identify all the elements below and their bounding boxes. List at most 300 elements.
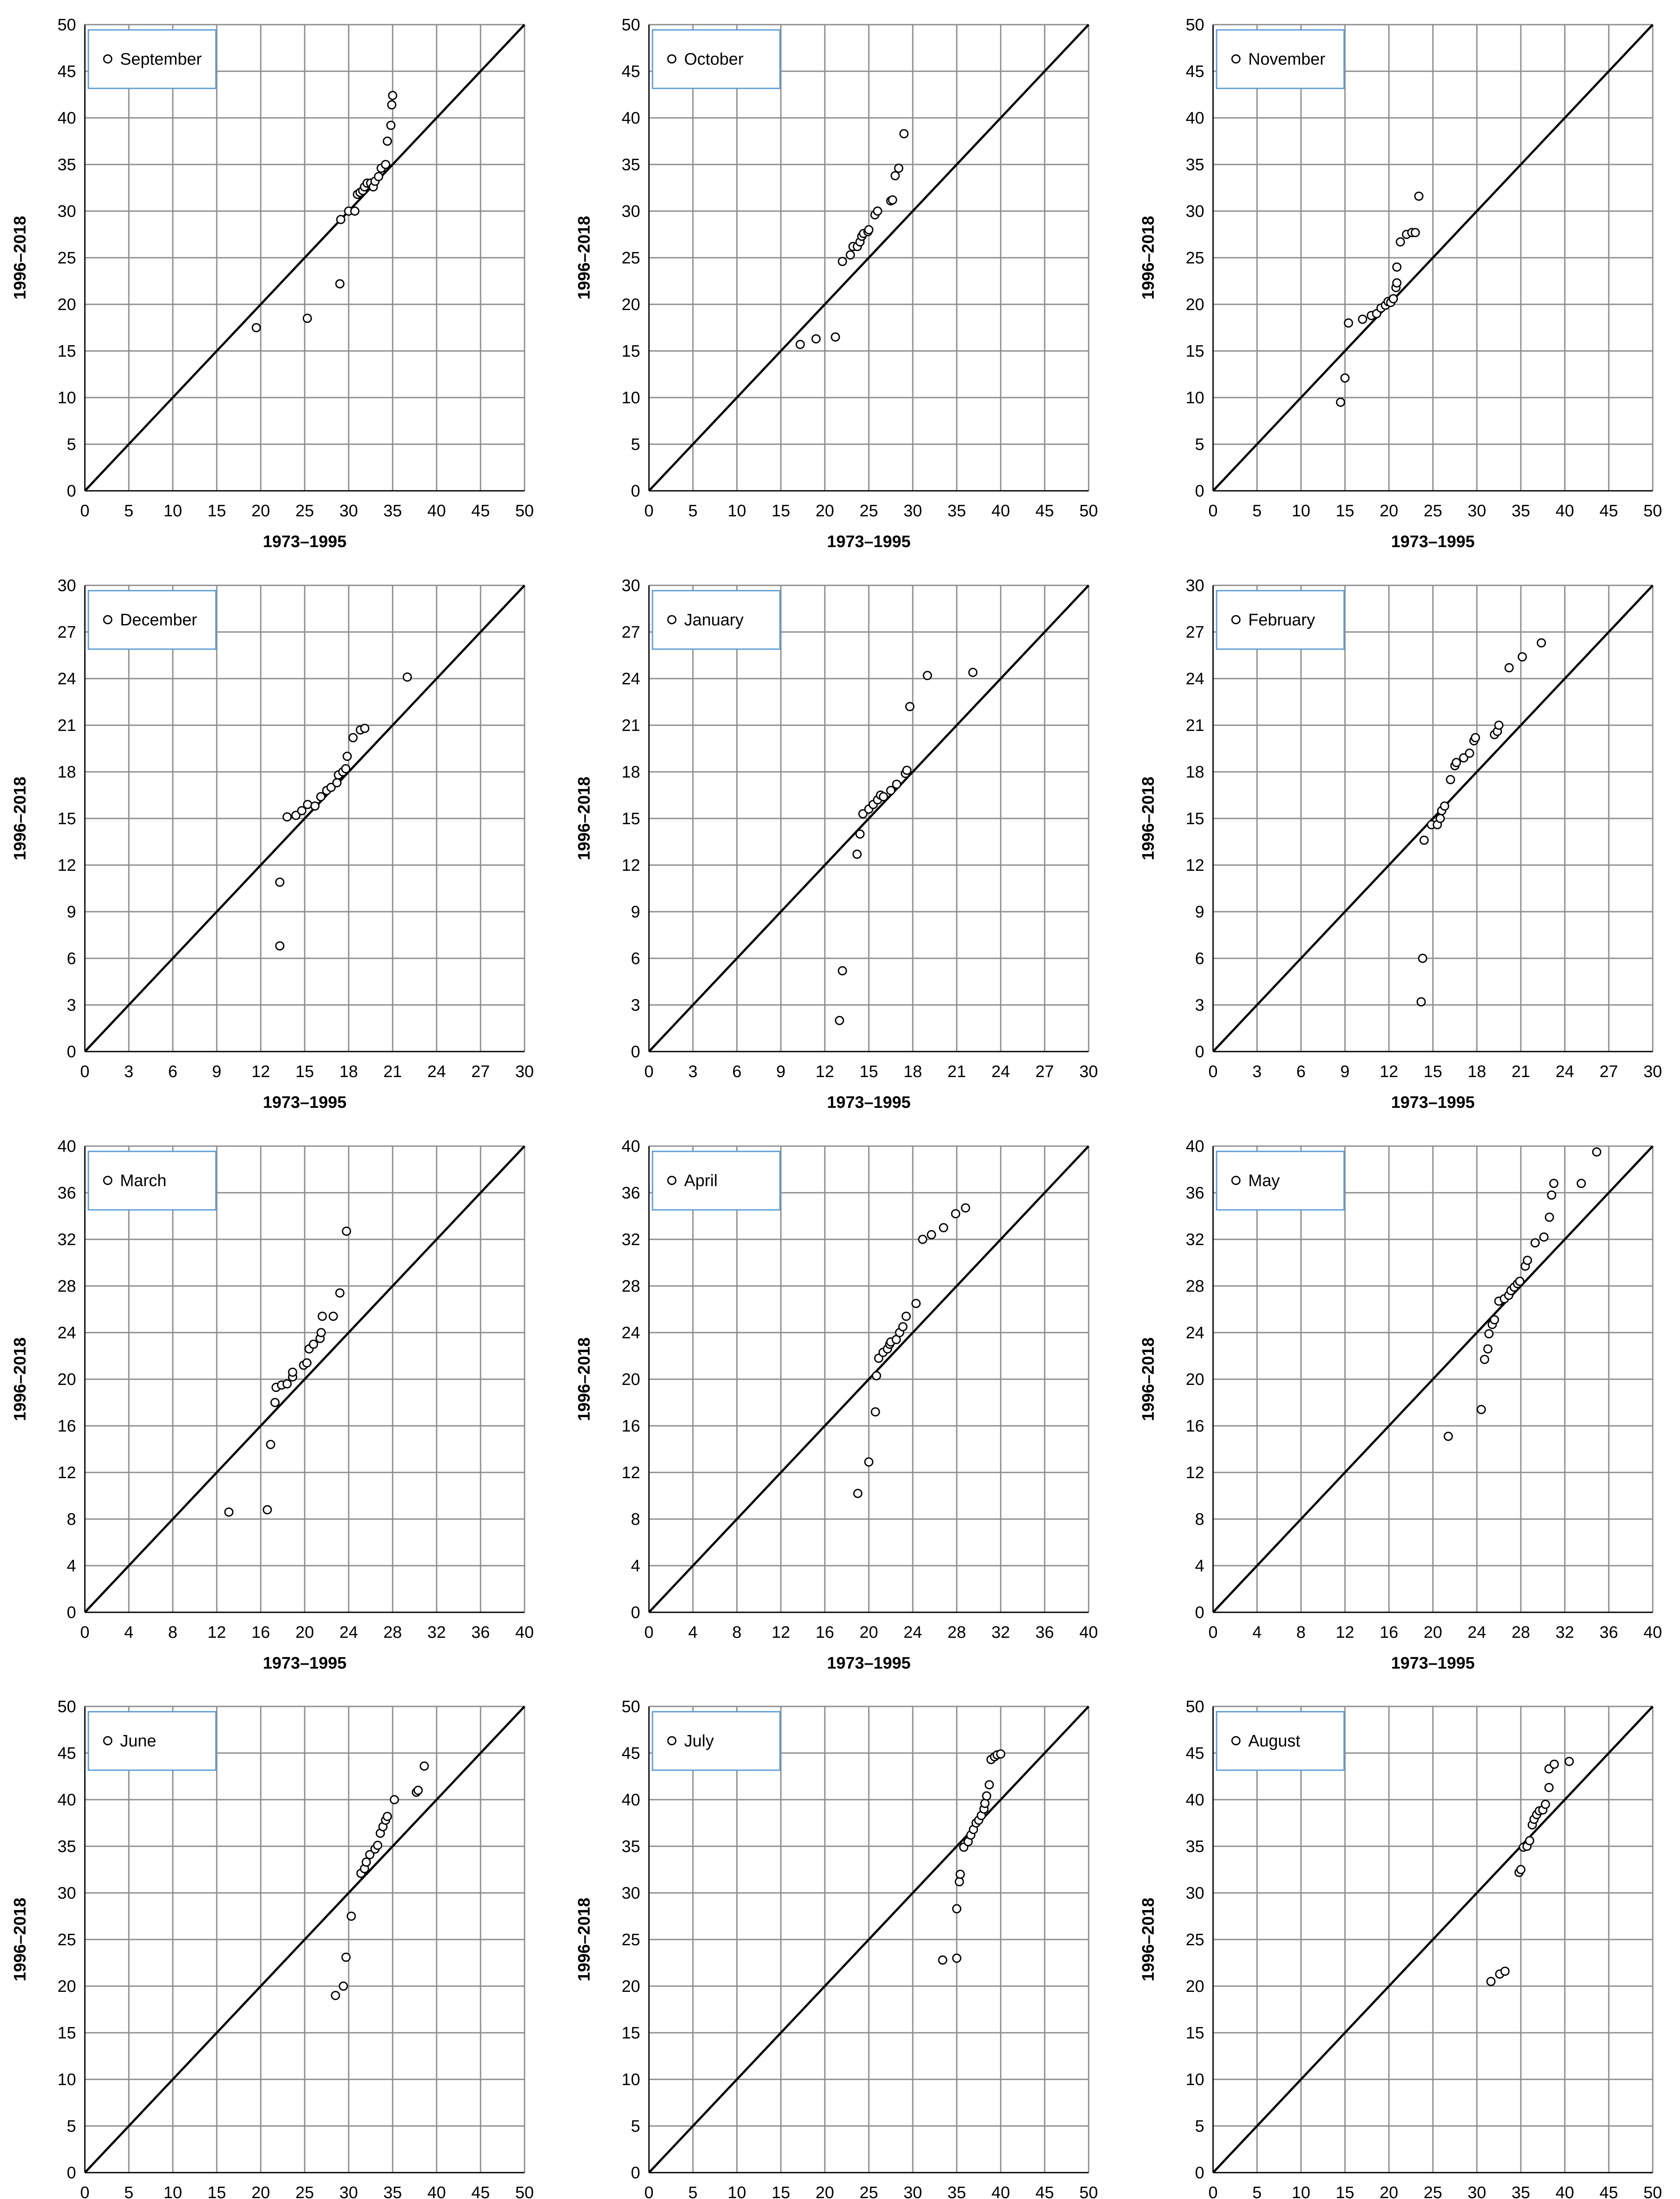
y-tick-label: 16 (1185, 1417, 1204, 1436)
legend-label: October (684, 50, 744, 69)
x-tick-label: 30 (903, 502, 922, 520)
y-tick-label: 40 (57, 1137, 76, 1156)
x-tick-label: 12 (1335, 1623, 1355, 1642)
y-tick-label: 21 (1185, 716, 1204, 735)
x-tick-label: 35 (1511, 2184, 1531, 2199)
x-tick-label: 35 (947, 2184, 966, 2199)
y-tick-label: 50 (57, 16, 76, 34)
x-tick-label: 6 (732, 1063, 742, 1081)
legend-label: February (1248, 611, 1316, 629)
y-tick-label: 0 (1195, 1604, 1204, 1622)
x-tick-label: 0 (644, 502, 654, 520)
y-tick-label: 30 (1185, 202, 1204, 221)
y-axis-title: 1996–2018 (1139, 1897, 1158, 1982)
x-tick-label: 21 (947, 1063, 966, 1081)
y-tick-label: 16 (57, 1417, 76, 1436)
x-tick-label: 24 (427, 1063, 446, 1081)
y-tick-label: 25 (57, 1931, 76, 1949)
y-tick-label: 8 (1195, 1510, 1204, 1529)
y-tick-label: 30 (621, 202, 640, 221)
x-tick-label: 15 (1335, 502, 1355, 520)
y-axis-title: 1996–2018 (575, 1897, 594, 1982)
y-tick-label: 40 (1185, 109, 1204, 128)
x-tick-label: 21 (1511, 1063, 1531, 1081)
y-tick-label: 32 (621, 1231, 640, 1249)
y-tick-label: 30 (1185, 1884, 1204, 1903)
y-tick-label: 35 (621, 156, 640, 174)
x-tick-label: 24 (1467, 1623, 1487, 1642)
y-tick-label: 15 (1185, 342, 1204, 361)
data-point (1545, 1783, 1553, 1791)
x-tick-label: 50 (515, 502, 534, 520)
y-tick-label: 20 (621, 1977, 640, 1996)
x-tick-label: 24 (991, 1063, 1010, 1081)
data-point (1501, 1967, 1509, 1975)
x-tick-label: 36 (1599, 1623, 1618, 1642)
y-tick-label: 15 (1185, 810, 1204, 828)
x-tick-label: 30 (1467, 2184, 1487, 2199)
y-tick-label: 20 (621, 1370, 640, 1389)
x-tick-label: 20 (1423, 1623, 1443, 1642)
y-tick-label: 50 (1185, 1698, 1204, 1716)
y-tick-label: 4 (1195, 1557, 1204, 1575)
x-tick-label: 45 (1599, 502, 1618, 520)
x-tick-label: 32 (427, 1623, 446, 1642)
x-tick-label: 0 (644, 1623, 654, 1642)
y-tick-label: 15 (621, 342, 640, 361)
x-tick-label: 0 (80, 2184, 90, 2199)
legend-label: April (684, 1172, 718, 1190)
y-tick-label: 30 (57, 1884, 76, 1903)
y-tick-label: 3 (66, 996, 76, 1015)
y-axis-title: 1996–2018 (575, 776, 594, 861)
x-tick-label: 0 (80, 1623, 90, 1642)
y-tick-label: 5 (1195, 2117, 1204, 2136)
x-tick-label: 5 (688, 502, 698, 520)
y-tick-label: 27 (1185, 623, 1204, 642)
x-tick-label: 0 (1208, 502, 1218, 520)
y-tick-label: 45 (57, 1744, 76, 1763)
x-axis-title: 1973–1995 (262, 1093, 347, 1112)
y-tick-label: 8 (630, 1510, 640, 1529)
x-tick-label: 4 (124, 1623, 134, 1642)
data-point (1517, 1866, 1525, 1874)
y-tick-label: 16 (621, 1417, 640, 1436)
x-tick-label: 45 (1599, 2184, 1618, 2199)
x-tick-label: 10 (163, 502, 182, 520)
x-tick-label: 4 (688, 1623, 698, 1642)
x-tick-label: 50 (1643, 502, 1662, 520)
x-tick-label: 28 (1511, 1623, 1531, 1642)
y-tick-label: 5 (1195, 435, 1204, 454)
y-tick-label: 4 (630, 1557, 640, 1575)
x-tick-label: 8 (1296, 1623, 1306, 1642)
y-tick-label: 40 (621, 1791, 640, 1809)
x-tick-label: 8 (168, 1623, 178, 1642)
legend-label: May (1248, 1172, 1280, 1190)
x-tick-label: 27 (1599, 1063, 1618, 1081)
x-tick-label: 25 (295, 2184, 314, 2199)
y-tick-label: 15 (57, 342, 76, 361)
x-tick-label: 20 (251, 502, 270, 520)
x-tick-label: 3 (1252, 1063, 1262, 1081)
x-axis-title: 1973–1995 (827, 533, 911, 551)
y-axis-title: 1996–2018 (11, 216, 29, 300)
x-tick-label: 45 (471, 2184, 490, 2199)
x-tick-label: 35 (383, 2184, 402, 2199)
x-tick-label: 24 (1555, 1063, 1574, 1081)
y-tick-label: 5 (630, 435, 640, 454)
x-tick-label: 30 (515, 1063, 534, 1081)
data-point (1550, 1760, 1558, 1768)
x-axis-title: 1973–1995 (827, 1654, 911, 1673)
y-tick-label: 32 (1185, 1231, 1204, 1249)
x-tick-label: 40 (991, 502, 1010, 520)
y-tick-label: 12 (57, 1464, 76, 1482)
y-tick-label: 20 (1185, 296, 1204, 314)
y-tick-label: 6 (630, 950, 640, 968)
y-tick-label: 0 (1195, 482, 1204, 500)
x-tick-label: 20 (815, 502, 835, 520)
y-axis-title: 1996–2018 (1139, 1337, 1158, 1421)
x-tick-label: 6 (168, 1063, 178, 1081)
y-tick-label: 45 (1185, 1744, 1204, 1763)
x-tick-label: 4 (1252, 1623, 1262, 1642)
y-tick-label: 25 (621, 249, 640, 267)
x-tick-label: 45 (1035, 2184, 1054, 2199)
x-tick-label: 35 (947, 502, 966, 520)
y-tick-label: 9 (630, 903, 640, 921)
x-tick-label: 15 (295, 1063, 314, 1081)
legend-label: January (684, 611, 744, 629)
x-tick-label: 40 (1079, 1623, 1098, 1642)
x-tick-label: 5 (1252, 502, 1262, 520)
y-tick-label: 25 (1185, 249, 1204, 267)
legend-marker (1232, 1737, 1240, 1745)
x-tick-label: 15 (207, 502, 226, 520)
y-tick-label: 9 (66, 903, 76, 921)
y-tick-label: 24 (621, 670, 640, 688)
x-tick-label: 25 (859, 502, 878, 520)
x-tick-label: 0 (1208, 2184, 1218, 2199)
x-axis-title: 1973–1995 (1391, 533, 1475, 551)
y-tick-label: 5 (630, 2117, 640, 2136)
y-tick-label: 15 (621, 2024, 640, 2042)
x-tick-label: 40 (515, 1623, 534, 1642)
y-tick-label: 20 (57, 296, 76, 314)
x-tick-label: 35 (383, 502, 402, 520)
x-tick-label: 20 (295, 1623, 314, 1642)
y-tick-label: 0 (630, 1043, 640, 1061)
x-tick-label: 24 (339, 1623, 358, 1642)
y-tick-label: 24 (1185, 670, 1204, 688)
x-tick-label: 10 (163, 2184, 182, 2199)
x-tick-label: 12 (771, 1623, 791, 1642)
y-tick-label: 50 (1185, 16, 1204, 34)
x-tick-label: 32 (1555, 1623, 1574, 1642)
x-axis-title: 1973–1995 (1391, 1654, 1475, 1673)
x-tick-label: 50 (1079, 502, 1098, 520)
y-tick-label: 15 (57, 810, 76, 828)
y-tick-label: 50 (621, 1698, 640, 1716)
x-tick-label: 30 (1467, 502, 1487, 520)
x-tick-label: 16 (815, 1623, 835, 1642)
x-tick-label: 25 (1423, 2184, 1443, 2199)
y-tick-label: 24 (621, 1324, 640, 1342)
x-tick-label: 15 (1335, 2184, 1355, 2199)
x-tick-label: 40 (1555, 502, 1574, 520)
x-tick-label: 0 (1208, 1063, 1218, 1081)
x-tick-label: 16 (1379, 1623, 1399, 1642)
x-tick-label: 9 (1340, 1063, 1350, 1081)
x-tick-label: 30 (1079, 1063, 1098, 1081)
x-tick-label: 40 (427, 502, 446, 520)
y-tick-label: 24 (57, 1324, 76, 1342)
y-tick-label: 30 (621, 1884, 640, 1903)
y-tick-label: 20 (621, 296, 640, 314)
y-tick-label: 0 (630, 1604, 640, 1622)
x-tick-label: 0 (80, 1063, 90, 1081)
legend-label: August (1248, 1732, 1301, 1750)
y-tick-label: 9 (1195, 903, 1204, 921)
x-axis-title: 1973–1995 (262, 1654, 347, 1673)
y-tick-label: 40 (1185, 1791, 1204, 1809)
y-axis-title: 1996–2018 (1139, 216, 1158, 300)
x-axis-title: 1973–1995 (262, 533, 347, 551)
y-tick-label: 40 (57, 1791, 76, 1809)
y-tick-label: 25 (1185, 1931, 1204, 1949)
y-tick-label: 25 (621, 1931, 640, 1949)
y-tick-label: 12 (57, 856, 76, 875)
x-tick-label: 6 (1296, 1063, 1306, 1081)
x-tick-label: 18 (903, 1063, 922, 1081)
y-tick-label: 20 (57, 1977, 76, 1996)
x-tick-label: 27 (1035, 1063, 1054, 1081)
x-tick-label: 36 (1035, 1623, 1054, 1642)
x-tick-label: 5 (124, 502, 134, 520)
y-tick-label: 36 (621, 1184, 640, 1202)
legend-label: March (120, 1172, 167, 1190)
y-tick-label: 27 (57, 623, 76, 642)
x-tick-label: 50 (1643, 2184, 1662, 2199)
y-tick-label: 30 (621, 577, 640, 595)
x-tick-label: 30 (1643, 1063, 1662, 1081)
y-tick-label: 4 (66, 1557, 76, 1575)
x-tick-label: 20 (1379, 2184, 1399, 2199)
x-tick-label: 30 (339, 2184, 358, 2199)
y-tick-label: 50 (621, 16, 640, 34)
data-point (1526, 1837, 1534, 1845)
y-tick-label: 3 (630, 996, 640, 1015)
y-tick-label: 35 (1185, 1837, 1204, 1856)
y-tick-label: 21 (57, 716, 76, 735)
x-tick-label: 3 (124, 1063, 134, 1081)
y-tick-label: 40 (57, 109, 76, 128)
y-tick-label: 6 (1195, 950, 1204, 968)
y-tick-label: 40 (1185, 1137, 1204, 1156)
x-tick-label: 20 (859, 1623, 878, 1642)
legend-label: June (120, 1732, 157, 1750)
y-tick-label: 0 (66, 2164, 76, 2182)
y-tick-label: 40 (621, 109, 640, 128)
y-tick-label: 6 (66, 950, 76, 968)
y-tick-label: 10 (57, 389, 76, 407)
x-tick-label: 20 (815, 2184, 835, 2199)
x-tick-label: 30 (903, 2184, 922, 2199)
x-tick-label: 18 (339, 1063, 358, 1081)
data-point (1487, 1977, 1495, 1985)
x-tick-label: 15 (771, 502, 791, 520)
y-tick-label: 30 (57, 202, 76, 221)
x-tick-label: 36 (471, 1623, 490, 1642)
x-tick-label: 50 (1079, 2184, 1098, 2199)
y-tick-label: 24 (57, 670, 76, 688)
x-tick-label: 32 (991, 1623, 1010, 1642)
y-tick-label: 10 (1185, 389, 1204, 407)
y-tick-label: 5 (66, 2117, 76, 2136)
x-tick-label: 25 (295, 502, 314, 520)
x-tick-label: 25 (859, 2184, 878, 2199)
y-tick-label: 10 (621, 389, 640, 407)
y-tick-label: 40 (621, 1137, 640, 1156)
x-tick-label: 5 (124, 2184, 134, 2199)
y-tick-label: 21 (621, 716, 640, 735)
x-tick-label: 10 (1291, 502, 1311, 520)
x-tick-label: 12 (1379, 1063, 1399, 1081)
y-axis-title: 1996–2018 (11, 776, 29, 861)
x-tick-label: 5 (688, 2184, 698, 2199)
x-tick-label: 8 (732, 1623, 742, 1642)
x-tick-label: 25 (1423, 502, 1443, 520)
x-axis-title: 1973–1995 (1391, 1093, 1475, 1112)
y-tick-label: 50 (57, 1698, 76, 1716)
x-tick-label: 20 (1379, 502, 1399, 520)
x-tick-label: 5 (1252, 2184, 1262, 2199)
y-axis-title: 1996–2018 (575, 1337, 594, 1421)
y-tick-label: 0 (1195, 2164, 1204, 2182)
y-tick-label: 12 (1185, 1464, 1204, 1482)
y-tick-label: 30 (1185, 577, 1204, 595)
legend-label: November (1248, 50, 1326, 69)
y-tick-label: 20 (1185, 1977, 1204, 1996)
x-tick-label: 10 (727, 502, 747, 520)
y-tick-label: 20 (1185, 1370, 1204, 1389)
y-tick-label: 28 (621, 1277, 640, 1296)
x-tick-label: 50 (515, 2184, 534, 2199)
y-tick-label: 45 (1185, 62, 1204, 81)
y-tick-label: 35 (57, 156, 76, 174)
y-axis-title: 1996–2018 (11, 1337, 29, 1421)
x-tick-label: 15 (859, 1063, 878, 1081)
y-tick-label: 15 (1185, 2024, 1204, 2042)
y-axis-title: 1996–2018 (575, 216, 594, 300)
y-tick-label: 35 (621, 1837, 640, 1856)
y-tick-label: 0 (630, 2164, 640, 2182)
y-tick-label: 10 (621, 2071, 640, 2089)
y-axis-title: 1996–2018 (11, 1897, 29, 1982)
y-tick-label: 0 (66, 482, 76, 500)
y-tick-label: 32 (57, 1231, 76, 1249)
x-tick-label: 28 (383, 1623, 402, 1642)
x-tick-label: 35 (1511, 502, 1531, 520)
y-tick-label: 8 (66, 1510, 76, 1529)
y-tick-label: 45 (621, 62, 640, 81)
y-axis-title: 1996–2018 (1139, 776, 1158, 861)
y-tick-label: 28 (57, 1277, 76, 1296)
x-tick-label: 3 (688, 1063, 698, 1081)
x-tick-label: 0 (644, 1063, 654, 1081)
x-tick-label: 30 (339, 502, 358, 520)
legend (1217, 1712, 1344, 1770)
x-tick-label: 40 (991, 2184, 1010, 2199)
y-tick-label: 24 (1185, 1324, 1204, 1342)
y-tick-label: 15 (57, 2024, 76, 2042)
y-tick-label: 10 (1185, 2071, 1204, 2089)
x-tick-label: 0 (80, 502, 90, 520)
x-tick-label: 15 (1423, 1063, 1443, 1081)
y-tick-label: 35 (57, 1837, 76, 1856)
x-tick-label: 21 (383, 1063, 402, 1081)
x-tick-label: 27 (471, 1063, 490, 1081)
y-tick-label: 12 (621, 856, 640, 875)
x-tick-label: 9 (776, 1063, 786, 1081)
y-tick-label: 0 (1195, 1043, 1204, 1061)
y-tick-label: 0 (66, 1604, 76, 1622)
y-tick-label: 25 (57, 249, 76, 267)
y-tick-label: 3 (1195, 996, 1204, 1015)
x-tick-label: 10 (1291, 2184, 1311, 2199)
y-tick-label: 10 (57, 2071, 76, 2089)
x-tick-label: 40 (1643, 1623, 1662, 1642)
y-tick-label: 35 (1185, 156, 1204, 174)
x-tick-label: 15 (207, 2184, 226, 2199)
y-tick-label: 45 (621, 1744, 640, 1763)
y-tick-label: 5 (66, 435, 76, 454)
y-tick-label: 18 (57, 763, 76, 782)
x-tick-label: 45 (471, 502, 490, 520)
y-tick-label: 45 (57, 62, 76, 81)
y-tick-label: 12 (1185, 856, 1204, 875)
x-tick-label: 40 (427, 2184, 446, 2199)
y-tick-label: 0 (66, 1043, 76, 1061)
x-tick-label: 18 (1467, 1063, 1487, 1081)
x-tick-label: 15 (771, 2184, 791, 2199)
x-tick-label: 20 (251, 2184, 270, 2199)
y-tick-label: 20 (57, 1370, 76, 1389)
y-tick-label: 0 (630, 482, 640, 500)
x-tick-label: 45 (1035, 502, 1054, 520)
y-tick-label: 36 (57, 1184, 76, 1202)
y-tick-label: 36 (1185, 1184, 1204, 1202)
y-tick-label: 30 (57, 577, 76, 595)
x-tick-label: 0 (1208, 1623, 1218, 1642)
x-axis-title: 1973–1995 (827, 1093, 911, 1112)
x-tick-label: 10 (727, 2184, 747, 2199)
x-tick-label: 28 (947, 1623, 966, 1642)
y-tick-label: 15 (621, 810, 640, 828)
y-tick-label: 18 (621, 763, 640, 782)
legend-label: September (120, 50, 202, 69)
x-tick-label: 0 (644, 2184, 654, 2199)
x-tick-label: 12 (251, 1063, 270, 1081)
x-tick-label: 12 (815, 1063, 835, 1081)
y-tick-label: 27 (621, 623, 640, 642)
x-tick-label: 9 (212, 1063, 222, 1081)
data-point (1542, 1801, 1549, 1808)
data-point (1565, 1757, 1573, 1765)
x-tick-label: 40 (1555, 2184, 1574, 2199)
y-tick-label: 28 (1185, 1277, 1204, 1296)
